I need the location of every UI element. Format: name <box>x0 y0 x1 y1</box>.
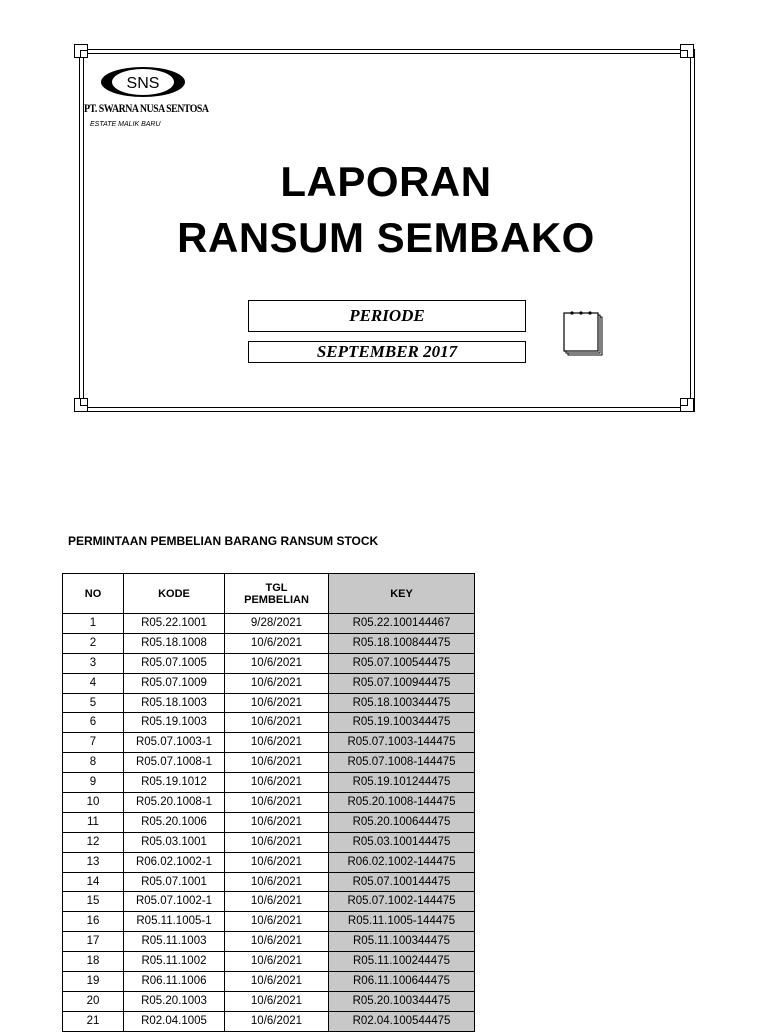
table-row <box>63 912 475 932</box>
cell-kode: R05.20.1008-1 <box>124 793 225 813</box>
cell-key: R06.11.100644475 <box>329 972 475 992</box>
cell-key: R06.02.1002-144475 <box>329 852 475 872</box>
cell-key: R05.20.100344475 <box>329 991 475 1011</box>
header-tgl-pembelian <box>225 574 329 614</box>
cell-kode: R05.03.1001 <box>124 832 225 852</box>
cell-no: 1 <box>63 614 124 634</box>
frame-corner-top-right <box>680 44 694 58</box>
table-row <box>63 852 475 872</box>
cell-key: R05.07.100944475 <box>329 673 475 693</box>
cell-key: R05.20.1008-144475 <box>329 793 475 813</box>
cell-key: R05.11.100244475 <box>329 952 475 972</box>
cell-no: 13 <box>63 852 124 872</box>
cell-tgl: 10/6/2021 <box>225 912 329 932</box>
cell-tgl: 10/6/2021 <box>225 972 329 992</box>
cell-key: R05.18.100344475 <box>329 693 475 713</box>
cell-kode: R05.07.1002-1 <box>124 892 225 912</box>
cell-kode: R05.22.1001 <box>124 614 225 634</box>
cell-tgl: 10/6/2021 <box>225 633 329 653</box>
cell-key: R05.07.1002-144475 <box>329 892 475 912</box>
cell-no: 2 <box>63 633 124 653</box>
table-row <box>63 713 475 733</box>
table-body <box>63 614 475 1032</box>
table-row <box>63 892 475 912</box>
table-row <box>63 733 475 753</box>
cell-key: R05.07.1003-144475 <box>329 733 475 753</box>
frame-corner-top-left <box>74 44 88 58</box>
cell-tgl: 10/6/2021 <box>225 952 329 972</box>
cell-tgl: 10/6/2021 <box>225 733 329 753</box>
table-row <box>63 753 475 773</box>
cell-no: 3 <box>63 653 124 673</box>
cell-tgl: 9/28/2021 <box>225 614 329 634</box>
cell-kode: R05.18.1008 <box>124 633 225 653</box>
company-logo <box>100 66 186 98</box>
table-row <box>63 952 475 972</box>
cell-kode: R05.07.1005 <box>124 653 225 673</box>
cell-key: R05.19.101244475 <box>329 773 475 793</box>
cell-key: R05.03.100144475 <box>329 832 475 852</box>
table-row <box>63 812 475 832</box>
table-row <box>63 633 475 653</box>
cell-tgl: 10/6/2021 <box>225 872 329 892</box>
cell-kode: R06.02.1002-1 <box>124 852 225 872</box>
header-no: NO <box>63 574 124 614</box>
cell-no: 5 <box>63 693 124 713</box>
section-title: PERMINTAAN PEMBELIAN BARANG RANSUM STOCK <box>68 534 379 548</box>
periode-value: SEPTEMBER 2017 <box>248 341 526 363</box>
table-row <box>63 614 475 634</box>
cell-key: R05.07.100144475 <box>329 872 475 892</box>
cell-no: 17 <box>63 932 124 952</box>
cell-no: 21 <box>63 1011 124 1031</box>
frame-corner-bottom-right <box>680 398 694 412</box>
cell-tgl: 10/6/2021 <box>225 991 329 1011</box>
table-row <box>63 653 475 673</box>
cell-tgl: 10/6/2021 <box>225 753 329 773</box>
table-row <box>63 972 475 992</box>
cell-key: R05.18.100844475 <box>329 633 475 653</box>
table-row <box>63 673 475 693</box>
cell-no: 14 <box>63 872 124 892</box>
report-title-line1: LAPORAN <box>280 158 492 205</box>
cell-tgl: 10/6/2021 <box>225 653 329 673</box>
cell-tgl: 10/6/2021 <box>225 793 329 813</box>
report-title-line2: RANSUM SEMBAKO <box>177 214 595 261</box>
cell-tgl: 10/6/2021 <box>225 713 329 733</box>
cell-kode: R05.19.1003 <box>124 713 225 733</box>
cell-no: 19 <box>63 972 124 992</box>
cell-no: 10 <box>63 793 124 813</box>
table-row <box>63 872 475 892</box>
cell-key: R05.11.1005-144475 <box>329 912 475 932</box>
cell-key: R05.22.100144467 <box>329 614 475 634</box>
cell-no: 12 <box>63 832 124 852</box>
company-name: PT. SWARNA NUSA SENTOSA <box>84 101 209 115</box>
cell-kode: R02.04.1005 <box>124 1011 225 1031</box>
cell-tgl: 10/6/2021 <box>225 832 329 852</box>
cell-kode: R05.11.1005-1 <box>124 912 225 932</box>
table-row <box>63 1011 475 1031</box>
cell-key: R05.20.100644475 <box>329 812 475 832</box>
cell-kode: R05.07.1008-1 <box>124 753 225 773</box>
table-row <box>63 693 475 713</box>
table-row <box>63 832 475 852</box>
notepad-icon <box>562 309 604 357</box>
cell-no: 11 <box>63 812 124 832</box>
table-row <box>63 991 475 1011</box>
cell-tgl: 10/6/2021 <box>225 693 329 713</box>
cell-kode: R05.07.1001 <box>124 872 225 892</box>
cell-no: 7 <box>63 733 124 753</box>
table-header-row <box>63 574 475 614</box>
cell-key: R02.04.100544475 <box>329 1011 475 1031</box>
cell-no: 20 <box>63 991 124 1011</box>
cell-kode: R05.07.1003-1 <box>124 733 225 753</box>
cell-tgl: 10/6/2021 <box>225 892 329 912</box>
cell-no: 9 <box>63 773 124 793</box>
cell-kode: R05.11.1003 <box>124 932 225 952</box>
cell-tgl: 10/6/2021 <box>225 1011 329 1031</box>
cell-no: 18 <box>63 952 124 972</box>
cell-no: 6 <box>63 713 124 733</box>
frame-corner-bottom-left <box>74 398 88 412</box>
cell-kode: R05.18.1003 <box>124 693 225 713</box>
table-row <box>63 932 475 952</box>
cell-no: 15 <box>63 892 124 912</box>
periode-label: PERIODE <box>248 300 526 332</box>
estate-name: ESTATE MALIK BARU <box>90 121 161 128</box>
table-row <box>63 793 475 813</box>
cell-key: R05.07.100544475 <box>329 653 475 673</box>
logo-text: SNS <box>126 75 160 92</box>
cell-no: 4 <box>63 673 124 693</box>
table-row <box>63 773 475 793</box>
cell-kode: R05.19.1012 <box>124 773 225 793</box>
header-key: KEY <box>329 574 475 614</box>
ransum-table <box>62 573 475 1032</box>
cell-no: 8 <box>63 753 124 773</box>
header-tgl-line2: PEMBELIAN <box>244 593 309 606</box>
header-kode: KODE <box>124 574 225 614</box>
cell-tgl: 10/6/2021 <box>225 812 329 832</box>
cell-key: R05.11.100344475 <box>329 932 475 952</box>
cell-kode: R05.07.1009 <box>124 673 225 693</box>
header-tgl-line1: TGL <box>265 581 288 594</box>
cell-tgl: 10/6/2021 <box>225 852 329 872</box>
cell-kode: R06.11.1006 <box>124 972 225 992</box>
cell-key: R05.19.100344475 <box>329 713 475 733</box>
cell-tgl: 10/6/2021 <box>225 932 329 952</box>
cell-tgl: 10/6/2021 <box>225 773 329 793</box>
cell-no: 16 <box>63 912 124 932</box>
cell-kode: R05.20.1006 <box>124 812 225 832</box>
cell-key: R05.07.1008-144475 <box>329 753 475 773</box>
cell-kode: R05.11.1002 <box>124 952 225 972</box>
cell-kode: R05.20.1003 <box>124 991 225 1011</box>
cell-tgl: 10/6/2021 <box>225 673 329 693</box>
